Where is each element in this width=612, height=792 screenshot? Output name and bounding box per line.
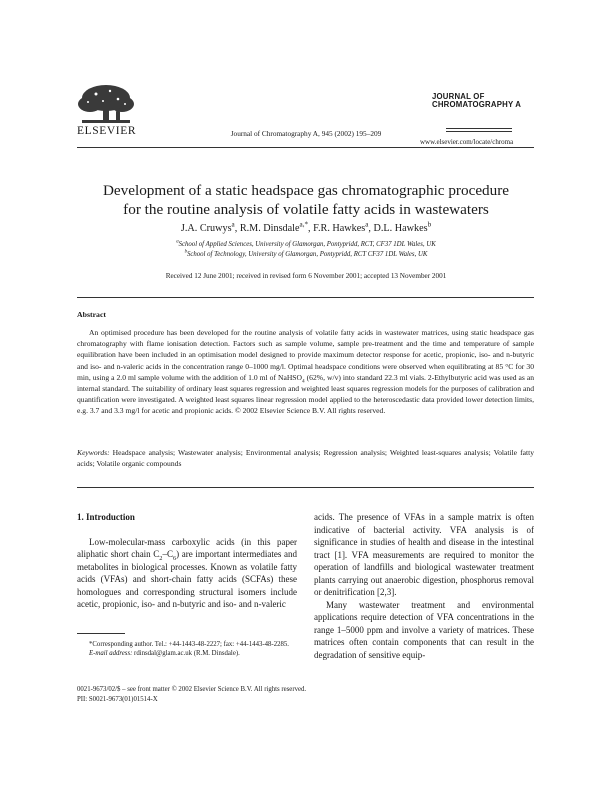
author-name: R.M. Dinsdale	[239, 223, 300, 234]
journal-logo-line1: JOURNAL OF	[432, 92, 485, 101]
footnote-divider	[77, 633, 125, 634]
affiliation-b	[0, 251, 612, 258]
body-right-column	[314, 511, 534, 662]
keywords-text: Headspace analysis; Wastewater analysis; Environmental analysis; Regression analysis; Weighted least-squares analysis; Volatile fatty acids; Volatile organic compounds	[77, 448, 534, 469]
keywords-label: Keywords:	[77, 448, 110, 457]
subscript: 2	[159, 554, 163, 562]
intro-text: –C	[162, 549, 173, 560]
intro-paragraph-2: Many wastewater treatment and environmental applications require detection of VFA concentrations in the range 1–5000 ppm and involve a variety of matrices. These matrices often contain components that can result in the degradation of sensitive equip-	[314, 599, 534, 661]
publisher-name: ELSEVIER	[77, 125, 137, 137]
affiliation-a	[0, 241, 612, 248]
abstract-text-1: An optimised procedure has been developed for the routine analysis of volatile fatty acids in wastewater matrices, using static headspace gas chromatography with flame ionisation detection. Factors such as sample volume, sample pre-treatment and the time and temperature of sample equilibration have been included in an optimisation model designed to provide maximum detector response for acetic, propionic, iso- and n-butyric and iso- and n-valeric acids in the concentration range 0–1000 mg/l. Optimal headspace conditions were observed when equilibrating at 85 °C for 30 min, using a 2.0 ml sample volume with the addition of 1.0 ml of NaHSO	[77, 328, 534, 382]
email-value[interactable]: rdinsdal@glam.ac.uk (R.M. Dinsdale).	[132, 650, 240, 658]
affiliation-mark: a	[176, 239, 179, 245]
email-label: E-mail address:	[89, 650, 133, 658]
article-title	[60, 181, 552, 219]
intro-paragraph-1-cont: acids. The presence of VFAs in a sample matrix is often indicative of bacterial activity. VFA analysis is of significance in studies of health and disease in the intestinal tract [1]. VFA measurements are required to monitor the operation of landfills and biological wastewater treatment plants carrying out anaerobic digestion, phosphorus removal or denitrification [2,3].	[314, 512, 534, 598]
title-line-1: Development of a static headspace gas chromatographic procedure	[102, 182, 510, 199]
intro-text: Low-molecular-mass carboxylic acids (in this paper aliphatic short chain C	[77, 536, 297, 560]
affiliation-text: School of Technology, University of Glamorgan, Pontypridd, RCT CF37 1DL Wales, UK	[186, 251, 428, 258]
journal-logo-rule	[446, 128, 512, 132]
abstract-text-2: (62%, w/v) into standard 22.3 ml vials. 2-Ethylbutyric acid was used as an internal standard. The suitability of ordinary least squares regression and weighted least squares regression models for the purposes of calibration and quantification were investigated. A weighted least squares linear regression model applied to the heteroscedastic data provided lower detection limits, e.g. 3.7 and 3.3 mg/l for acetic and propionic acids. © 2002 Elsevier Science B.V. All rights reserved.	[77, 372, 534, 416]
journal-logo-line2: CHROMATOGRAPHY A	[432, 100, 522, 110]
keywords	[77, 447, 534, 469]
section-heading: 1. Introduction	[77, 512, 135, 522]
abstract-heading: Abstract	[77, 310, 107, 319]
author-mark: a	[231, 220, 235, 229]
copyright-info	[77, 685, 306, 704]
subscript: 6	[172, 554, 177, 562]
author-separator: ,	[368, 223, 374, 234]
issn-line: 0021-9673/02/$ – see front matter © 2002 Elsevier Science B.V. All rights reserved.	[77, 686, 307, 693]
elsevier-tree-logo	[76, 82, 136, 128]
abstract-top-divider	[77, 297, 534, 298]
author-name: F.R. Hawkes	[313, 223, 366, 234]
received-dates: Received 12 June 2001; received in revised form 6 November 2001; accepted 13 November 2001	[165, 272, 447, 280]
footnote	[77, 640, 297, 659]
author-name: J.A. Cruwys	[180, 223, 232, 234]
pii-line: PII: S0021-9673(01)01514-X	[77, 695, 158, 703]
author-mark: a	[365, 220, 369, 229]
journal-logo	[432, 93, 552, 109]
body-left-column	[77, 511, 297, 611]
abstract-bottom-divider	[77, 487, 534, 488]
journal-url[interactable]: www.elsevier.com/locate/chroma	[420, 138, 514, 146]
author-mark: a,*	[299, 220, 309, 229]
author-separator: ,	[308, 223, 314, 234]
author-name: D.L. Hawkes	[373, 223, 428, 234]
author-separator: ,	[234, 223, 240, 234]
intro-text: ) are important intermediates and metabolites in biological processes. Known as volatile fatty acids (VFAs) and short-chain fatty acids (SCFAs) these homologues and corresponding structural isomers include acetic, propionic, iso- and n-butyric and iso- and n-valeric	[77, 549, 297, 610]
affiliation-text: School of Applied Sciences, University of Glamorgan, Pontypridd, RCT, CF37 1DL Wales, UK	[178, 241, 436, 248]
intro-paragraph-1	[77, 536, 297, 611]
affiliation-mark: b	[184, 249, 187, 255]
abstract-subscript: 4	[302, 378, 305, 385]
abstract-body	[77, 327, 534, 417]
author-mark: b	[427, 220, 432, 229]
header-divider	[77, 147, 534, 148]
author-list	[0, 220, 612, 234]
corresponding-author-note: *Corresponding author. Tel.: +44-1443-48-2227; fax: +44-1443-48-2285.	[89, 641, 289, 648]
journal-citation: Journal of Chromatography A, 945 (2002) 195–209	[230, 129, 382, 138]
title-line-2: for the routine analysis of volatile fatty acids in wastewaters	[123, 201, 489, 218]
